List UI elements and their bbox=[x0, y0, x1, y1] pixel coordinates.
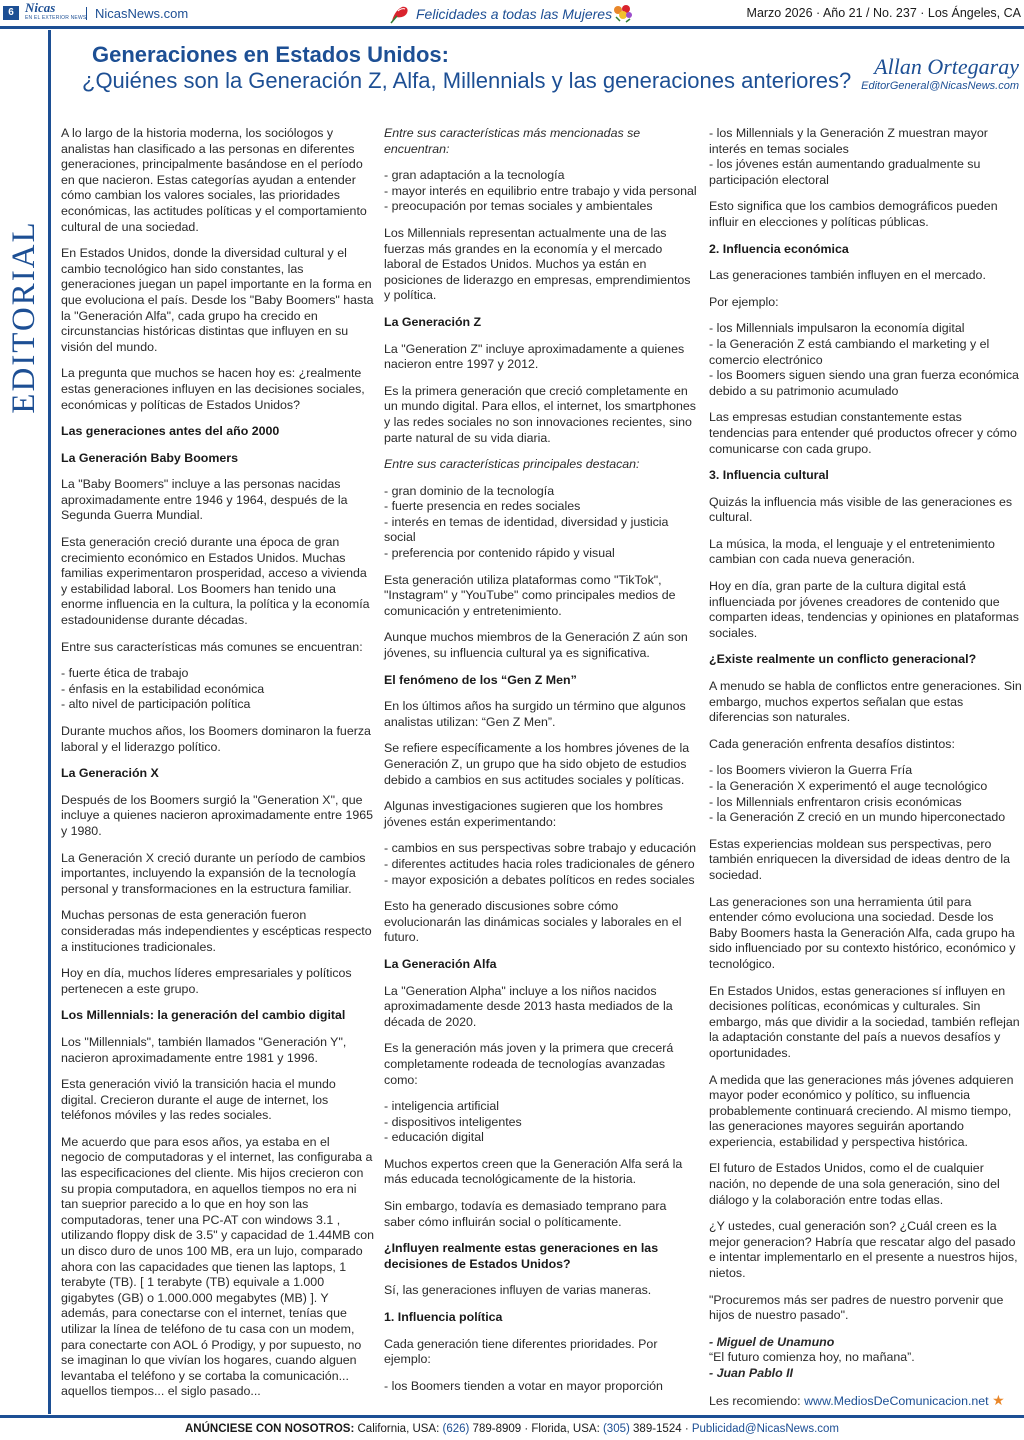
paragraph: Hoy en día, gran parte de la cultura digital está influenciada por jóvenes creadores de contenido que comparten ideas, tendencias y opiniones en plataformas sociales. bbox=[709, 579, 1019, 640]
bullet-list bbox=[384, 1379, 697, 1395]
list-item: - la Generación Z está cambiando el marketing y el comercio electrónico bbox=[709, 336, 990, 367]
section-label: EDITORIAL bbox=[6, 220, 42, 414]
flower-icon bbox=[388, 3, 412, 25]
paragraph: Entre sus características más comunes se encuentran: bbox=[61, 639, 363, 654]
list-item: - alto nivel de participación política bbox=[61, 697, 251, 712]
section-heading: La Generación Alfa bbox=[384, 956, 497, 971]
paragraph: Los "Millennials", también llamados "Generación Y", nacieron aproximadamente entre 1981 y 1996. bbox=[61, 1034, 347, 1065]
brand-tagline: EN EL EXTERIOR NEWS bbox=[25, 15, 87, 21]
section-heading: ¿Existe realmente un conflicto generacional? bbox=[709, 652, 977, 667]
bullet-list bbox=[384, 484, 697, 562]
paragraph: Se refiere específicamente a los hombres jóvenes de la Generación Z, un grupo que ha sido objeto de estudios debido a cambios en sus actitudes sociales y políticas. bbox=[384, 741, 690, 787]
list-item: - los Boomers vivieron la Guerra Fría bbox=[709, 763, 913, 778]
list-item: - los Millennials impulsaron la economía digital bbox=[709, 321, 965, 336]
list-item: - fuerte presencia en redes sociales bbox=[384, 499, 581, 514]
bullet-list bbox=[709, 321, 1022, 399]
paragraph: Esto ha generado discusiones sobre cómo evolucionarán las dinámicas sociales y laborales en el futuro. bbox=[384, 899, 682, 945]
bottom-rule bbox=[0, 1415, 1024, 1418]
list-item: - la Generación Z creció en un mundo hiperconectado bbox=[709, 810, 1006, 825]
paragraph: Sí, las generaciones influyen de varias maneras. bbox=[384, 1283, 652, 1298]
list-item: - diferentes actitudes hacia roles tradicionales de género bbox=[384, 856, 695, 871]
list-item: - preocupación por temas sociales y ambientales bbox=[384, 199, 653, 214]
paragraph: Cada generación tiene diferentes prioridades. Por ejemplo: bbox=[384, 1336, 658, 1367]
section-heading: La Generación X bbox=[61, 766, 159, 781]
paragraph: Las generaciones son una herramienta útil para entender cómo evoluciona una sociedad. Desde los Baby Boomers hasta la Generación Alfa, cada grupo ha sido influenciado por su contexto histórico, económico y tecnológico. bbox=[709, 894, 1016, 971]
list-item: - gran adaptación a la tecnología bbox=[384, 168, 565, 183]
paragraph: A lo largo de la historia moderna, los sociólogos y analistas han clasificado a las personas en diferentes generaciones, principalmente basándose en el período en que nacieron. Estas categorías ayudan a entender cómo cambian los valores sociales, las prioridades económicas, las actitudes políticas y el comportamiento cultural de una sociedad. bbox=[61, 126, 367, 234]
quote-author: - Miguel de Unamuno bbox=[709, 1334, 835, 1349]
paragraph: Después de los Boomers surgió la "Generation X", que incluye a quienes nacieron aproximadamente entre 1965 y 1980. bbox=[61, 792, 374, 838]
paragraph: El futuro de Estados Unidos, como el de cualquier nación, no depende de una sola generación, sino del diálogo y la colaboración entre todas ellas. bbox=[709, 1161, 1000, 1207]
recommend-link[interactable]: www.MediosDeComunicacion.net bbox=[804, 1393, 989, 1408]
footer-email[interactable]: Publicidad@NicasNews.com bbox=[691, 1423, 840, 1435]
paragraph: En Estados Unidos, estas generaciones sí influyen en decisiones políticas, económicas y culturales. Sin embargo, más que dividir a la sociedad, también reflejan la adaptación constante del país a nuevos desafíos y oportunidades. bbox=[709, 983, 1020, 1060]
bullet-list bbox=[61, 666, 374, 713]
recommend-label: Les recomiendo: bbox=[709, 1393, 805, 1408]
list-item: - mayor exposición a debates políticos en redes sociales bbox=[384, 872, 695, 887]
recommendation bbox=[709, 1393, 1022, 1410]
paragraph: La "Generation Alpha" incluye a los niños nacidos aproximadamente desde 2013 hasta mediados de la década de 2020. bbox=[384, 983, 673, 1029]
author-block bbox=[861, 56, 1019, 92]
divider bbox=[86, 7, 87, 20]
footer-fl-label: · Florida, USA: bbox=[521, 1423, 603, 1435]
bullet-list bbox=[709, 763, 1022, 825]
list-item: - los jóvenes están aumentando gradualmente su participación electoral bbox=[709, 157, 981, 187]
list-item: - mayor interés en equilibrio entre trabajo y vida personal bbox=[384, 183, 697, 198]
author-name: Allan Ortegaray bbox=[874, 54, 1019, 79]
brand-name: Nicas bbox=[25, 0, 56, 15]
paragraph: En los últimos años ha surgido un término que algunos analistas utilizan: “Gen Z Men”. bbox=[384, 699, 686, 729]
section-heading: 2. Influencia económica bbox=[709, 241, 849, 256]
paragraph: Es la primera generación que creció completamente en un mundo digital. Para ellos, el internet, los smartphones y las redes sociales no son innovaciones recientes, sino parte natural de su vida diaria. bbox=[384, 383, 697, 445]
list-item: - los Millennials enfrentaron crisis económicas bbox=[709, 794, 962, 809]
headline-subtitle: ¿Quiénes son la Generación Z, Alfa, Millennials y las generaciones anteriores? bbox=[82, 68, 852, 93]
paragraph: Cada generación enfrenta desafíos distintos: bbox=[709, 736, 955, 751]
paragraph: Sin embargo, todavía es demasiado temprano para saber cómo influirán social o políticamente. bbox=[384, 1199, 667, 1229]
author-email[interactable]: EditorGeneral@NicasNews.com bbox=[861, 80, 1019, 92]
paragraph: Durante muchos años, los Boomers dominaron la fuerza laboral y el liderazgo político. bbox=[61, 724, 371, 754]
paragraph: A menudo se habla de conflictos entre generaciones. Sin embargo, muchos expertos señalan que estas diferencias son naturales. bbox=[709, 679, 1022, 725]
paragraph: Esta generación utiliza plataformas como "TikTok", "Instagram" y "YouTube" como principales medios de comunicación y entretenimiento. bbox=[384, 572, 676, 618]
paragraph: Los Millennials representan actualmente una de las fuerzas más grandes en la economía y el mercado laboral de Estados Unidos. Muchos ya están en posiciones de liderazgo en empresas, emprendimientos y política. bbox=[384, 225, 691, 303]
list-item: - cambios en sus perspectivas sobre trabajo y educación bbox=[384, 841, 696, 856]
paragraph: Las empresas estudian constantemente estas tendencias para entender qué productos ofrecer y cómo comunicarse con cada grupo. bbox=[709, 410, 1017, 456]
list-item: - dispositivos inteligentes bbox=[384, 1114, 522, 1129]
paragraph: "Procuremos más ser padres de nuestro porvenir que hijos de nuestro pasado". bbox=[709, 1292, 1004, 1323]
footer-ca-label: California, USA: bbox=[354, 1423, 443, 1435]
paragraph: Algunas investigaciones sugieren que los hombres jóvenes están experimentando: bbox=[384, 799, 663, 829]
list-item: - educación digital bbox=[384, 1130, 484, 1145]
footer-ca-number: 789-8909 bbox=[469, 1423, 522, 1435]
list-item: - los Millennials y la Generación Z muestran mayor interés en temas sociales bbox=[709, 126, 988, 156]
list-item: - preferencia por contenido rápido y visual bbox=[384, 546, 615, 561]
paragraph: ¿Y ustedes, cual generación son? ¿Cuál creen es la mejor generacion? Habría que rescatar algo del pasado e intentar implementarlo en el presente a nuestros hijos, nietos. bbox=[709, 1219, 1018, 1281]
section-heading: La Generación Z bbox=[384, 314, 482, 329]
paragraph: Muchas personas de esta generación fueron consideradas más independientes y escépticas respecto a instituciones tradicionales. bbox=[61, 908, 372, 954]
list-item: - fuerte ética de trabajo bbox=[61, 666, 189, 681]
top-bar bbox=[0, 0, 1024, 26]
list-item: - énfasis en la estabilidad económica bbox=[61, 681, 265, 696]
section-heading: Los Millennials: la generación del cambio digital bbox=[61, 1008, 346, 1023]
footer-fl-area: (305) bbox=[602, 1423, 630, 1435]
section-heading: 3. Influencia cultural bbox=[709, 468, 829, 483]
section-heading: ¿Influyen realmente estas generaciones en las decisiones de Estados Unidos? bbox=[384, 1241, 659, 1271]
list-item: - interés en temas de identidad, diversidad y justicia social bbox=[384, 514, 669, 545]
footer-ca-area: (626) bbox=[442, 1423, 470, 1435]
article-column-1 bbox=[61, 126, 374, 1411]
italic-intro: Entre sus características principales destacan: bbox=[384, 457, 640, 472]
section-sidebar bbox=[0, 30, 51, 1414]
paragraph: Aunque muchos miembros de la Generación Z aún son jóvenes, su influencia cultural ya es significativa. bbox=[384, 630, 688, 661]
paragraph: Por ejemplo: bbox=[709, 294, 779, 309]
quote-text: “El futuro comienza hoy, no mañana”. bbox=[709, 1350, 915, 1365]
bullet-list bbox=[384, 1099, 697, 1146]
greeting-text: Felicidades a todas las Mujeres bbox=[416, 6, 613, 22]
paragraph: Es la generación más joven y la primera que crecerá completamente rodeada de tecnologías avanzadas como: bbox=[384, 1041, 674, 1087]
site-link[interactable]: NicasNews.com bbox=[95, 6, 189, 21]
paragraph: En Estados Unidos, donde la diversidad cultural y el cambio tecnológico han sido constantes, las generaciones juegan un papel importante en la forma en que evoluciona el país. Desde los "Baby Boomers" hasta la "Generación Alfa", cada grupo ha crecido en circunstancias históricas distintas que influyen en su visión del mundo. bbox=[61, 246, 374, 354]
quote-author: - Juan Pablo II bbox=[709, 1366, 793, 1380]
italic-intro: Entre sus características más mencionadas se encuentran: bbox=[384, 126, 641, 156]
list-item: - los Boomers tienden a votar en mayor proporción bbox=[384, 1378, 663, 1393]
paragraph: La pregunta que muchos se hacen hoy es: ¿realmente estas generaciones influyen en las decisiones sociales, económicas y políticas de Estados Unidos? bbox=[61, 366, 365, 412]
headline-title: Generaciones en Estados Unidos: bbox=[92, 42, 449, 67]
list-item: - inteligencia artificial bbox=[384, 1099, 500, 1114]
paragraph: La "Generation Z" incluye aproximadamente a quienes nacieron entre 1997 y 2012. bbox=[384, 341, 685, 372]
paragraph: Esto significa que los cambios demográficos pueden influir en elecciones y políticas públicas. bbox=[709, 199, 998, 229]
star-icon: ★ bbox=[992, 1391, 1005, 1408]
paragraph: La Generación X creció durante un período de cambios importantes, incluyendo la expansión de la tecnología personal y transformaciones en la estructura familiar. bbox=[61, 850, 366, 896]
article-column-3 bbox=[709, 126, 1022, 1409]
page-number: 6 bbox=[3, 6, 19, 20]
paragraph: Esta generación vivió la transición hacia el mundo digital. Crecieron durante el auge de internet, los teléfonos móviles y las redes sociales. bbox=[61, 1077, 336, 1123]
paragraph: Muchos expertos creen que la Generación Alfa será la más educada tecnológicamente de la historia. bbox=[384, 1156, 683, 1187]
footer-label: ANÚNCIESE CON NOSOTROS: bbox=[184, 1423, 355, 1435]
brand-logo bbox=[25, 0, 87, 23]
paragraph: Hoy en día, muchos líderes empresariales y políticos pertenecen a este grupo. bbox=[61, 966, 352, 996]
paragraph: Las generaciones también influyen en el mercado. bbox=[709, 268, 986, 283]
list-item: - los Boomers siguen siendo una gran fuerza económica debido a su patrimonio acumulado bbox=[709, 368, 1019, 398]
footer-fl-number: 389-1524 · bbox=[629, 1423, 692, 1435]
footer bbox=[0, 1423, 1024, 1435]
paragraph: Me acuerdo que para esos años, ya estaba en el negocio de computadoras y el internet, las configuraba a las especificaciones del cliente. Mis hijos crecieron con su propia computadora, en aquellos tiempos no era ni tan sueprior parecido a lo que en hoy son las computadoras, tener una PC-AT con windows 3.1 , utilizando floppy disk de 3.5" y capacidad de 1.44MB con un disco duro de unos 100 MB, era un lujo, comparado ahora con las capacidades que tienen las laptops, 1 terabyte (TB). [ 1 terabyte (TB) equivale a 1.000 gigabytes (GB) o 1.000.000 megabytes (MB) ]. Y además, para conectarse con el internet, tenías que utilizar la línea de teléfono de tu casa con un modem, para conectarte con AOL ó Prodigy, y por supuesto, no se imaginan lo que vivían los hogares, cuando alguen levantaba el teléfono y se cortaba la comunicación... aquellos tiempos... el siglo pasado... bbox=[61, 1134, 374, 1399]
section-heading: La Generación Baby Boomers bbox=[61, 450, 238, 465]
paragraph: Estas experiencias moldean sus perspectivas, pero también enriquecen la diversidad de ideas dentro de la sociedad. bbox=[709, 836, 1011, 882]
paragraph: Esta generación creció durante una época de gran crecimiento económico en Estados Unidos. Muchas familias experimentaron prosperidad, acceso a vivienda y estabilidad laboral. Los Boomers han tenido una enorme influencia en la cultura, la política y la economía estadounidense durante décadas. bbox=[61, 535, 370, 628]
bouquet-icon bbox=[612, 3, 634, 23]
section-heading: El fenómeno de los “Gen Z Men” bbox=[384, 672, 577, 687]
section-heading: 1. Influencia política bbox=[384, 1310, 503, 1325]
article-column-2 bbox=[384, 126, 697, 1405]
section-heading: Las generaciones antes del año 2000 bbox=[61, 424, 280, 439]
list-item: - la Generación X experimentó el auge tecnológico bbox=[709, 779, 988, 793]
paragraph: A medida que las generaciones más jóvenes adquieren mayor poder económico y político, su influencia probablemente continuará creciendo. Al mismo tiempo, las generaciones mayores seguirán aportando experiencia, estabilidad y perspectiva histórica. bbox=[709, 1072, 1014, 1149]
issue-info: Marzo 2026 · Año 21 / No. 237 · Los Ángeles, CA bbox=[746, 6, 1021, 20]
paragraph: Quizás la influencia más visible de las generaciones es cultural. bbox=[709, 494, 1013, 525]
bullet-list bbox=[384, 168, 697, 215]
list-item: - gran dominio de la tecnología bbox=[384, 483, 555, 498]
paragraph: La "Baby Boomers" incluye a las personas nacidas aproximadamente entre 1946 y 1964, después de la Segunda Guerra Mundial. bbox=[61, 477, 348, 523]
top-rule bbox=[0, 26, 1024, 29]
bullet-list bbox=[384, 841, 697, 888]
paragraph: La música, la moda, el lenguaje y el entretenimiento cambian con cada nueva generación. bbox=[709, 536, 995, 567]
bullet-list bbox=[709, 126, 1022, 188]
